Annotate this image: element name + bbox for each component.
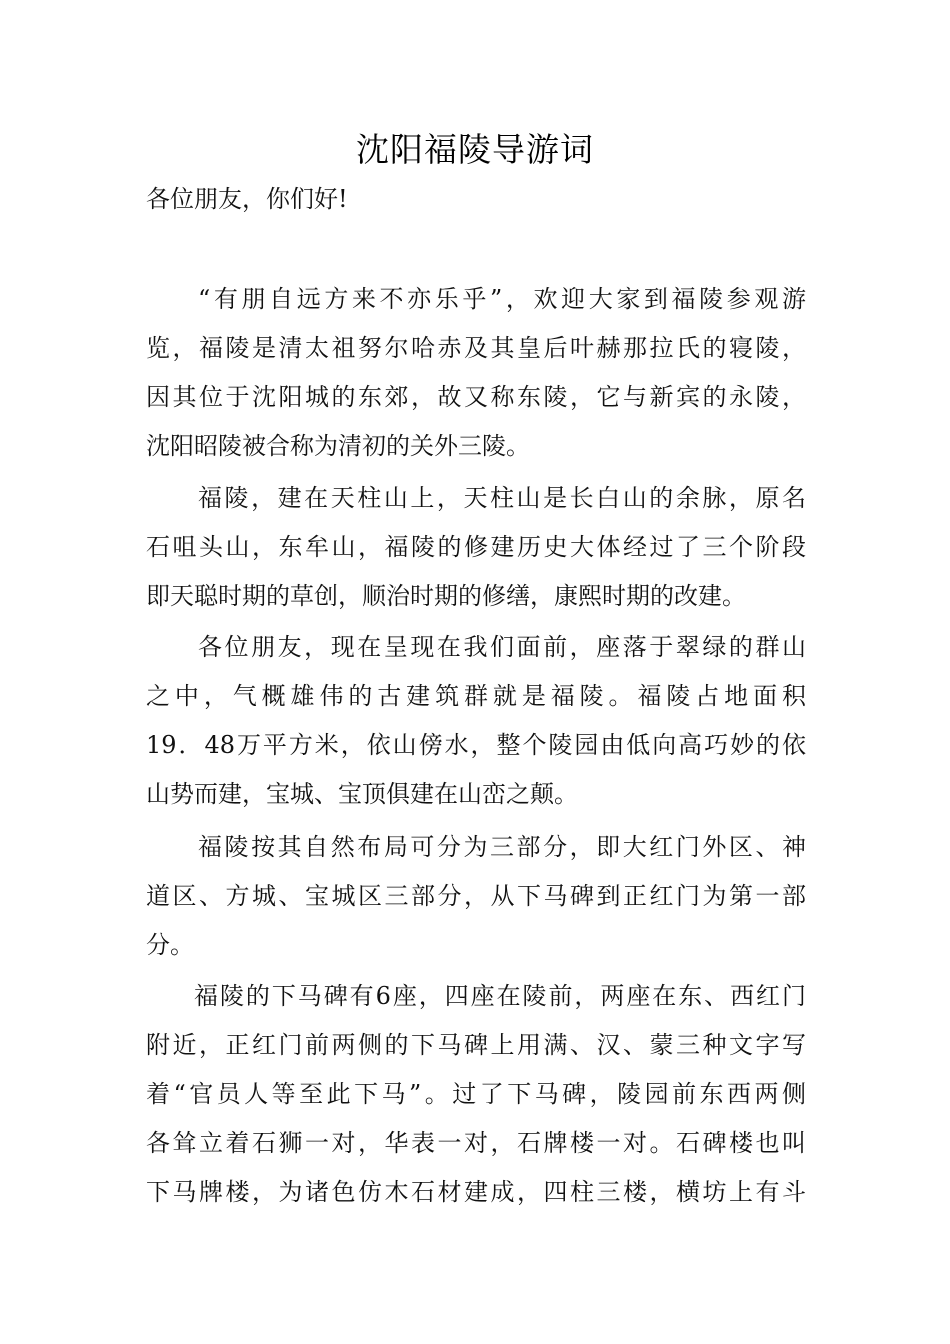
- paragraph-5-line-1: 福陵的下马碑有6座，四座在陵前，两座在东、西红门: [194, 982, 806, 1010]
- paragraph-1-line-1: “有朋自远方来不亦乐乎”，欢迎大家到福陵参观游: [198, 285, 806, 313]
- paragraph-5-line-2: 附近，正红门前两侧的下马碑上用满、汉、蒙三种文字写: [146, 1031, 806, 1059]
- paragraph-1-line-3: 因其位于沈阳城的东郊，故又称东陵，它与新宾的永陵，: [146, 383, 806, 411]
- greeting-line: 各位朋友，你们好!: [146, 185, 348, 213]
- paragraph-3-line-1: 各位朋友，现在呈现在我们面前，座落于翠绿的群山: [198, 633, 806, 661]
- paragraph-2-line-1: 福陵，建在天柱山上，天柱山是长白山的余脉，原名: [198, 484, 806, 512]
- paragraph-3-line-4: 山势而建，宝城、宝顶俱建在山峦之颠。: [146, 780, 578, 808]
- paragraph-3-line-2: 之中，气概雄伟的古建筑群就是福陵。福陵占地面积: [146, 682, 806, 710]
- paragraph-5-line-3: 着“官员人等至此下马”。过了下马碑，陵园前东西两侧: [146, 1080, 806, 1108]
- paragraph-3-line-3: 19．48万平方米，依山傍水，整个陵园由低向高巧妙的依: [146, 731, 806, 759]
- paragraph-4-line-3: 分。: [146, 931, 194, 959]
- document-title: 沈阳福陵导游词: [356, 130, 594, 169]
- paragraph-5-line-4: 各耸立着石狮一对，华表一对，石牌楼一对。石碑楼也叫: [146, 1129, 806, 1157]
- paragraph-1-line-4: 沈阳昭陵被合称为清初的关外三陵。: [146, 432, 530, 460]
- paragraph-4-line-1: 福陵按其自然布局可分为三部分，即大红门外区、神: [198, 833, 806, 861]
- paragraph-4-line-2: 道区、方城、宝城区三部分，从下马碑到正红门为第一部: [146, 882, 806, 910]
- paragraph-2-line-3: 即天聪时期的草创，顺治时期的修缮，康熙时期的改建。: [146, 582, 746, 610]
- paragraph-1-line-2: 览，福陵是清太祖努尔哈赤及其皇后叶赫那拉氏的寝陵，: [146, 334, 806, 362]
- paragraph-5-line-5: 下马牌楼，为诸色仿木石材建成，四柱三楼，横坊上有斗: [146, 1178, 806, 1206]
- paragraph-2-line-2: 石咀头山，东牟山，福陵的修建历史大体经过了三个阶段: [146, 533, 806, 561]
